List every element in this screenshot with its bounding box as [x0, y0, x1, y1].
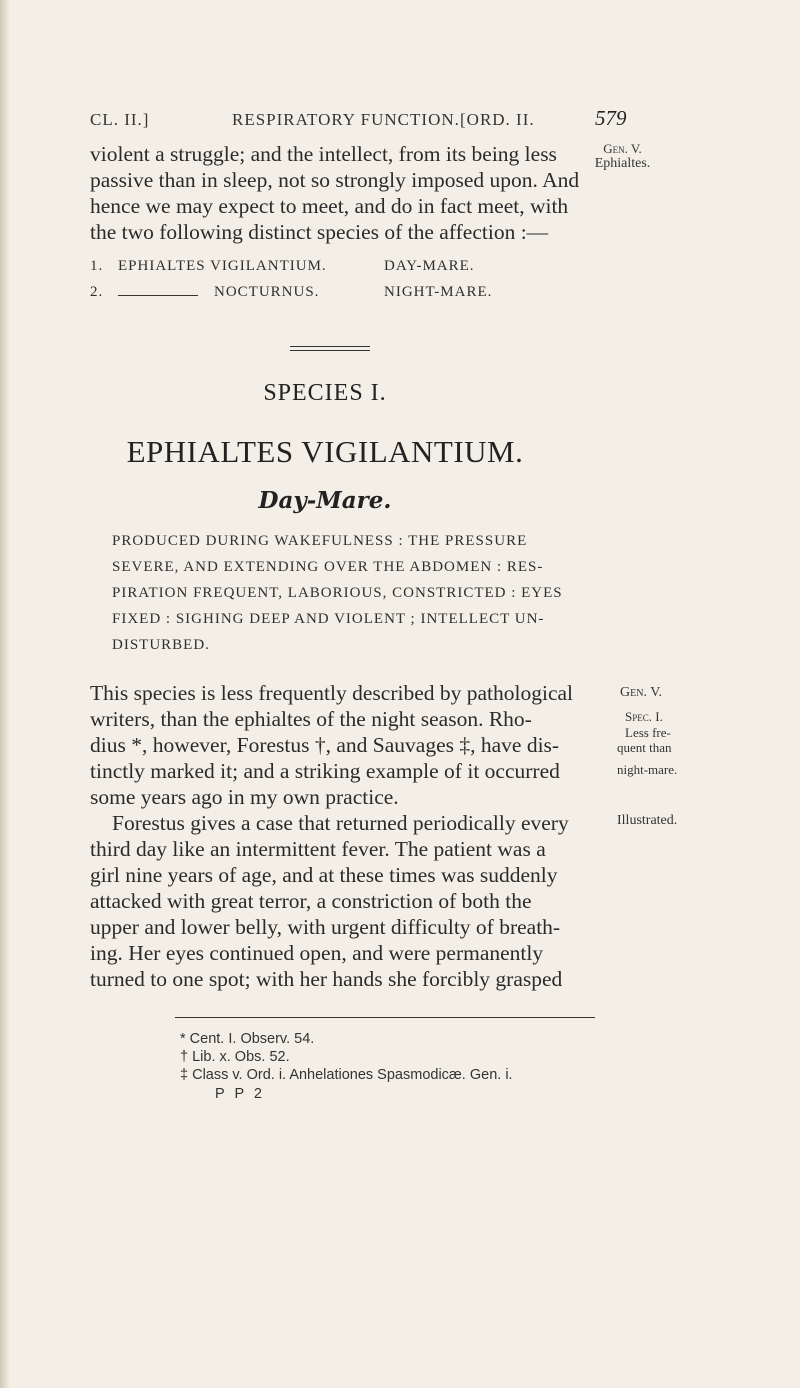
header-title: RESPIRATORY FUNCTION. — [232, 110, 460, 129]
body-line: some years ago in my own practice. — [90, 785, 399, 809]
species-list-english: DAY-MARE. — [384, 258, 475, 274]
section-rule — [290, 350, 370, 351]
body-line: turned to one spot; with her hands she forcibly grasped — [90, 967, 563, 991]
body-line: attacked with great terror, a constriction of both the — [90, 889, 532, 913]
header-class: CL. II.] — [90, 110, 150, 129]
footnote: † Lib. x. Obs. 52. — [180, 1049, 290, 1065]
margin-genus: Gen. V. — [620, 685, 662, 700]
body-line: third day like an intermittent fever. The patient was a — [90, 837, 546, 861]
margin-genus-name: Ephialtes. — [594, 156, 651, 171]
definition-line: PRODUCED DURING WAKEFULNESS : THE PRESSURE — [112, 533, 528, 549]
margin-genus: Gen. V. — [603, 141, 642, 156]
species-list-name: NOCTURNUS. — [214, 284, 320, 300]
page-number: 579 — [595, 106, 627, 130]
species-title: EPHIALTES VIGILANTIUM. — [126, 434, 524, 469]
definition-line: PIRATION FREQUENT, LABORIOUS, CONSTRICTED : EYES — [112, 585, 563, 601]
margin-illustrated: Illustrated. — [617, 813, 678, 828]
body-line: This species is less frequently described by pathological — [90, 681, 574, 705]
header-order: [ORD. II. — [460, 110, 535, 129]
body-line: ing. Her eyes continued open, and were permanently — [90, 941, 544, 965]
page-edge-shadow — [0, 0, 10, 1388]
footnote-rule — [175, 1017, 595, 1018]
body-line: girl nine years of age, and at these times was suddenly — [90, 863, 558, 887]
species-heading: SPECIES I. — [263, 380, 387, 406]
definition-line: FIXED : SIGHING DEEP AND VIOLENT ; INTELLECT UN- — [112, 611, 545, 627]
definition-line: DISTURBED. — [112, 637, 210, 653]
footnote: * Cent. I. Observ. 54. — [180, 1031, 315, 1047]
margin-note-line: night-mare. — [617, 762, 678, 777]
body-line: upper and lower belly, with urgent difficulty of breath- — [90, 915, 561, 939]
footnote: ‡ Class v. Ord. i. Anhelationes Spasmodicæ. Gen. i. — [180, 1067, 513, 1083]
species-list-english: NIGHT-MARE. — [384, 284, 493, 300]
intro-line: passive than in sleep, not so strongly imposed upon. And — [90, 168, 580, 192]
margin-note-line: Less fre- — [625, 725, 671, 740]
body-line: writers, than the ephialtes of the night season. Rho- — [90, 707, 532, 731]
ditto-rule — [118, 295, 198, 296]
body-line: Forestus gives a case that returned periodically every — [112, 811, 569, 835]
signature-mark: P P 2 — [215, 1086, 265, 1102]
gothic-title: Day-Mare. — [258, 487, 392, 514]
species-list-num: 2. — [90, 284, 104, 300]
species-list-name: EPHIALTES VIGILANTIUM. — [118, 258, 327, 274]
section-rule — [290, 346, 370, 347]
species-list-num: 1. — [90, 258, 104, 274]
intro-line: the two following distinct species of the affection :— — [90, 220, 549, 244]
margin-species: Spec. I. — [625, 709, 663, 724]
intro-line: violent a struggle; and the intellect, from its being less — [90, 142, 557, 166]
body-line: tinctly marked it; and a striking example of it occurred — [90, 759, 560, 783]
body-line: dius *, however, Forestus †, and Sauvages ‡, have dis- — [90, 733, 560, 757]
intro-line: hence we may expect to meet, and do in fact meet, with — [90, 194, 569, 218]
margin-note-line: quent than — [617, 740, 672, 755]
definition-line: SEVERE, AND EXTENDING OVER THE ABDOMEN : RES- — [112, 559, 544, 575]
